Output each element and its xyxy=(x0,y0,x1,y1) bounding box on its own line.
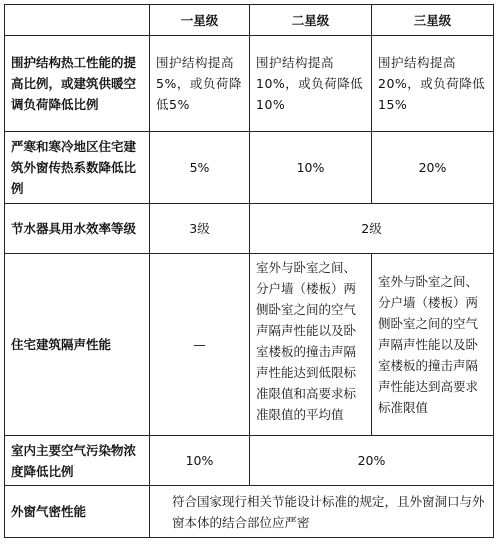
header-three-star: 三星级 xyxy=(372,5,494,36)
table-row xyxy=(5,204,494,254)
cell-airtightness-all-stars: 符合国家现行相关节能设计标准的规定，且外窗洞口与外窗本体的结合部位应严密 xyxy=(150,486,494,538)
cell-window-three-star: 20% xyxy=(372,132,494,204)
cell-sound-two-star: 室外与卧室之间、分户墙（楼板）两侧卧室之间的空气声隔声性能以及卧室楼板的撞击声隔声性能达到低限标准限值和高要求标准限值的平均值 xyxy=(250,254,372,436)
row-label-water-fixtures: 节水器具用水效率等级 xyxy=(5,204,150,254)
cell-window-two-star: 10% xyxy=(250,132,372,204)
header-two-star: 二星级 xyxy=(250,5,372,36)
header-row xyxy=(5,5,494,36)
cell-pollutants-two-three-star: 20% xyxy=(250,436,494,486)
green-building-star-rating-table xyxy=(4,4,494,538)
header-empty xyxy=(5,5,150,36)
table-row xyxy=(5,132,494,204)
cell-sound-one-star: — xyxy=(150,254,250,436)
cell-envelope-one-star: 围护结构提高5%，或负荷降低5% xyxy=(150,36,250,132)
table-row xyxy=(5,436,494,486)
table-row xyxy=(5,36,494,132)
cell-water-one-star: 3级 xyxy=(150,204,250,254)
cell-sound-three-star: 室外与卧室之间、分户墙（楼板）两侧卧室之间的空气声隔声性能以及卧室楼板的撞击声隔声性能达到高要求标准限值 xyxy=(372,254,494,436)
cell-window-one-star: 5% xyxy=(150,132,250,204)
row-label-envelope: 围护结构热工性能的提高比例，或建筑供暖空调负荷降低比例 xyxy=(5,36,150,132)
cell-water-two-three-star: 2级 xyxy=(250,204,494,254)
header-one-star: 一星级 xyxy=(150,5,250,36)
table-row xyxy=(5,486,494,538)
row-label-indoor-pollutants: 室内主要空气污染物浓度降低比例 xyxy=(5,436,150,486)
cell-envelope-three-star: 围护结构提高20%，或负荷降低15% xyxy=(372,36,494,132)
row-label-sound-insulation: 住宅建筑隔声性能 xyxy=(5,254,150,436)
row-label-window-heat-transfer: 严寒和寒冷地区住宅建筑外窗传热系数降低比例 xyxy=(5,132,150,204)
cell-envelope-two-star: 围护结构提高10%，或负荷降低10% xyxy=(250,36,372,132)
table-row xyxy=(5,254,494,436)
row-label-window-airtightness: 外窗气密性能 xyxy=(5,486,150,538)
cell-pollutants-one-star: 10% xyxy=(150,436,250,486)
